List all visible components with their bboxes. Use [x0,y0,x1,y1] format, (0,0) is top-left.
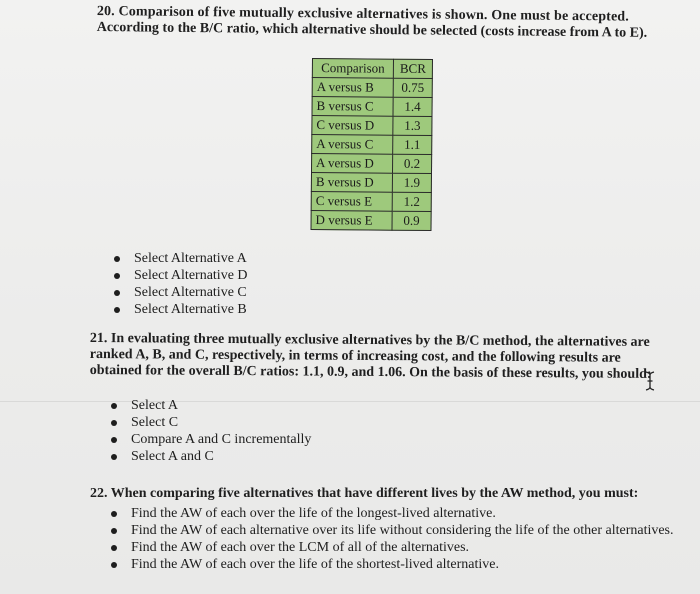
bcr-table [310,58,432,231]
bcr-cell: 1.9 [392,173,431,192]
option-longest-lived[interactable]: Find the AW of each over the life of the longest-lived alternative. [111,505,651,522]
question-22-line-1: 22. When comparing five alternatives that have different lives by the AW method, you must: [90,486,639,501]
option-select-alternative-d[interactable]: Select Alternative D [114,267,248,284]
option-select-a-and-c[interactable]: Select A and C [111,448,311,465]
bcr-cell: 0.75 [393,78,432,97]
question-21-line-1: 21. In evaluating three mutually exclusive alternatives by the B/C method, the alternatives are [89,331,650,350]
bcr-cell: 0.2 [392,154,431,173]
bcr-cell: 1.3 [393,116,432,135]
question-22-options [111,505,674,573]
divider [0,401,700,402]
option-lcm[interactable]: Find the AW of each over the LCM of all of the alternatives. [111,539,651,556]
option-select-c[interactable]: Select C [111,414,311,431]
bcr-cell: 1.2 [392,192,431,211]
bcr-cell: 1.4 [393,97,432,116]
table-row [311,173,431,193]
question-20 [97,4,657,42]
question-20-options [114,250,248,318]
question-21 [90,331,660,383]
table-row [312,135,432,155]
option-compare-a-and-c[interactable]: Compare A and C incrementally [111,431,311,448]
option-select-alternative-a[interactable]: Select Alternative A [114,250,248,267]
option-select-alternative-b[interactable]: Select Alternative B [114,301,248,318]
option-select-a[interactable]: Select A [111,397,311,414]
comparison-cell: C versus E [311,191,392,211]
comparison-cell: A versus D [312,154,393,174]
comparison-cell: B versus D [311,173,392,193]
table-row [311,191,431,211]
question-21-line-3: obtained for the overall B/C ratios: 1.1, 0.9, and 1.06. On the basis of these results, you should: [89,362,652,382]
comparison-cell: B versus C [312,97,393,117]
option-shortest-lived[interactable]: Find the AW of each over the life of the shortest-lived alternative. [111,556,651,573]
table-row [312,97,432,117]
table-row [312,78,432,98]
option-own-life[interactable]: Find the AW of each alternative over its life without considering the life of the other alternatives. [111,522,651,539]
bcr-cell: 1.1 [393,135,432,154]
question-22 [90,486,660,502]
question-21-line-2: ranked A, B, and C, respectively, in terms of increasing cost, and the following results are [89,346,621,366]
question-21-options [111,397,311,465]
table-row [311,210,431,230]
bcr-cell: 0.9 [392,211,431,230]
bcr-table-header-row [312,59,432,79]
question-20-line-2: According to the B/C ratio, which alternative should be selected (costs increase from A to E). [96,19,648,41]
table-row [312,116,432,136]
bcr-header-comparison: Comparison [312,59,393,79]
comparison-cell: A versus C [312,135,393,155]
text-cursor-icon [644,370,656,392]
option-select-alternative-c[interactable]: Select Alternative C [114,284,248,301]
question-20-line-1: 20. Comparison of five mutually exclusive alternatives is shown. One must be accepted. [96,4,630,25]
comparison-cell: D versus E [311,210,392,230]
table-row [312,154,432,174]
comparison-cell: A versus B [312,78,393,98]
comparison-cell: C versus D [312,116,393,136]
bcr-header-bcr: BCR [393,59,432,78]
